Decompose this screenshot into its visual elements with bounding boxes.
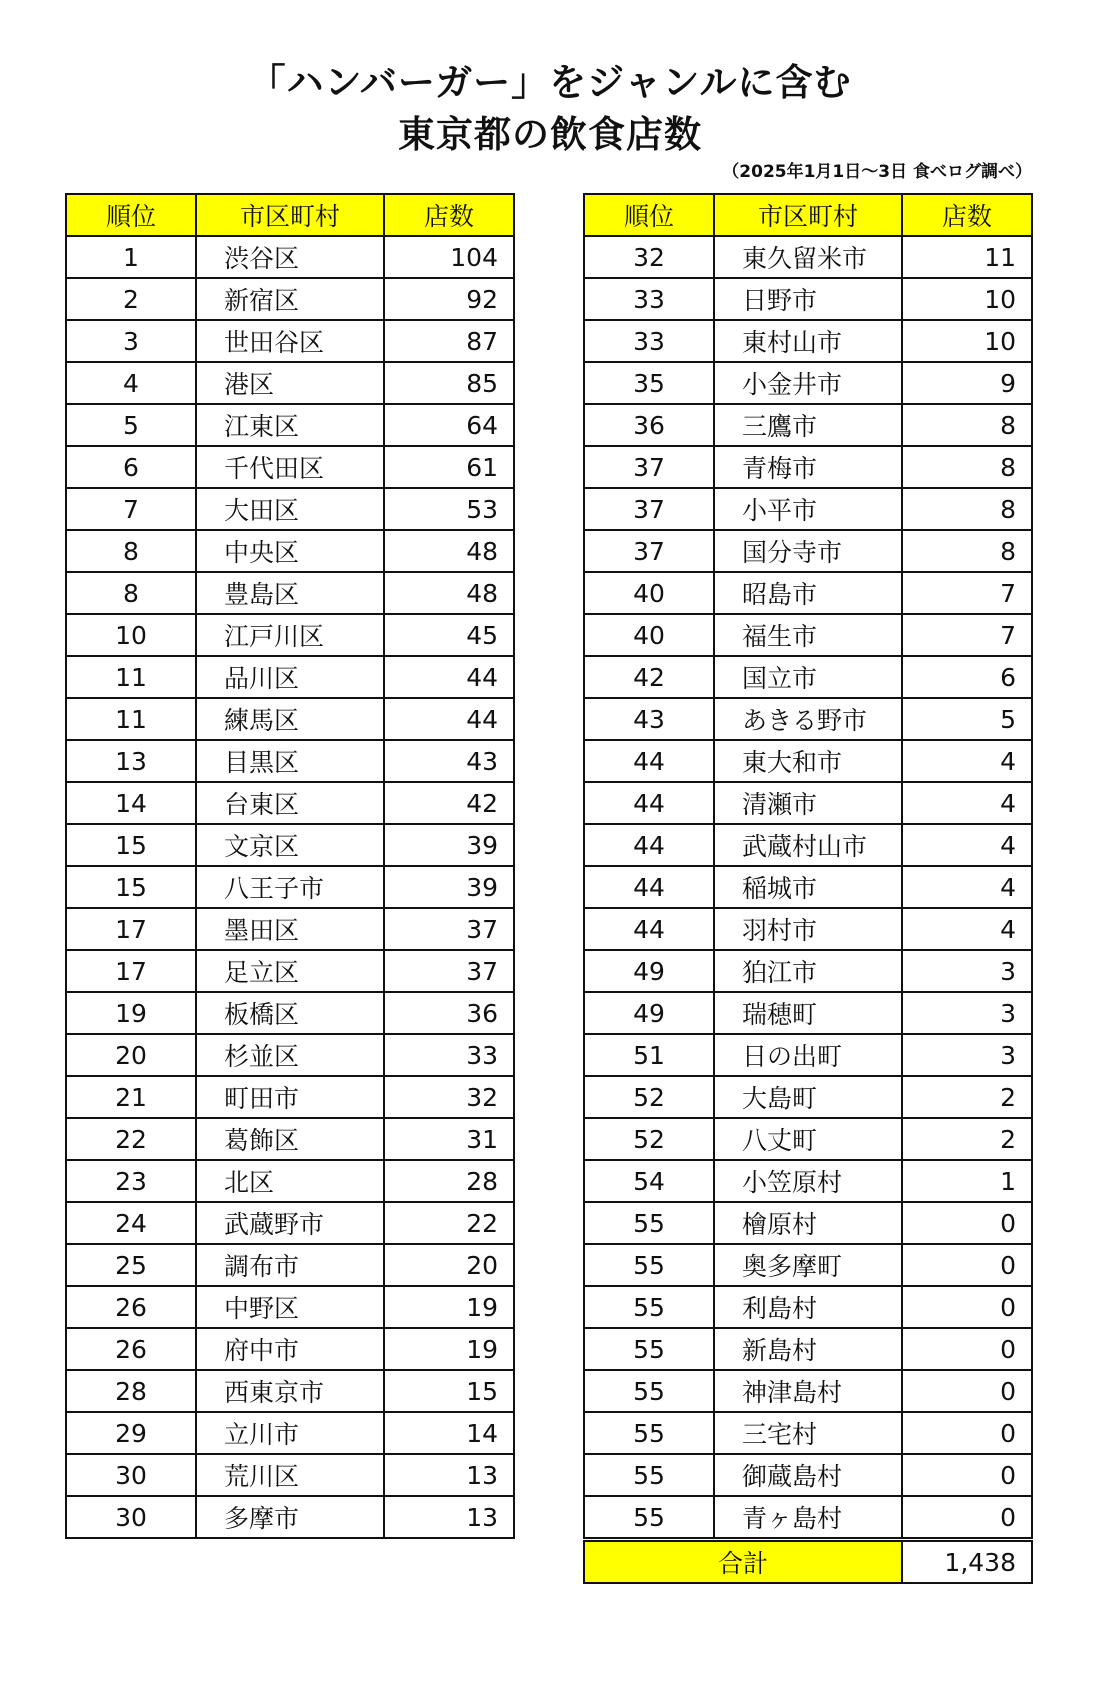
table-row [584,236,1032,278]
rank-cell: 8 [66,530,196,572]
table-row [584,1118,1032,1160]
municipality-cell: 墨田区 [196,908,384,950]
table-row [584,992,1032,1034]
rank-cell: 15 [66,866,196,908]
rank-cell: 25 [66,1244,196,1286]
count-cell: 61 [384,446,514,488]
table-row [66,740,514,782]
table-row [584,1202,1032,1244]
municipality-cell: 板橋区 [196,992,384,1034]
count-cell: 13 [384,1454,514,1496]
table-row [66,1496,514,1538]
municipality-cell: 千代田区 [196,446,384,488]
table-row [584,530,1032,572]
count-cell: 8 [902,446,1032,488]
table-row [584,1286,1032,1328]
rank-cell: 26 [66,1286,196,1328]
count-cell: 5 [902,698,1032,740]
count-cell: 92 [384,278,514,320]
rank-cell: 11 [66,656,196,698]
count-cell: 4 [902,908,1032,950]
count-cell: 32 [384,1076,514,1118]
count-cell: 0 [902,1412,1032,1454]
table-row [66,320,514,362]
rank-cell: 8 [66,572,196,614]
table-row [66,446,514,488]
table-row [584,698,1032,740]
table-row [66,950,514,992]
municipality-cell: 青梅市 [714,446,902,488]
rank-cell: 4 [66,362,196,404]
header-municipality: 市区町村 [196,194,384,236]
count-cell: 39 [384,866,514,908]
municipality-cell: 中野区 [196,1286,384,1328]
municipality-cell: 東村山市 [714,320,902,362]
municipality-cell: 御蔵島村 [714,1454,902,1496]
table-row [66,1244,514,1286]
count-cell: 28 [384,1160,514,1202]
table-row [66,824,514,866]
municipality-cell: 小平市 [714,488,902,530]
count-cell: 0 [902,1370,1032,1412]
table-row [584,824,1032,866]
municipality-cell: 町田市 [196,1076,384,1118]
table-row [66,1202,514,1244]
total-value: 1,438 [902,1540,1032,1584]
header-count: 店数 [384,194,514,236]
rank-cell: 44 [584,824,714,866]
table-row [66,488,514,530]
table-row [66,614,514,656]
table-row [584,1160,1032,1202]
rank-cell: 55 [584,1496,714,1540]
municipality-cell: 新宿区 [196,278,384,320]
municipality-cell: 国分寺市 [714,530,902,572]
table-row [66,1286,514,1328]
municipality-cell: 小笠原村 [714,1160,902,1202]
count-cell: 33 [384,1034,514,1076]
table-row [584,572,1032,614]
municipality-cell: 清瀬市 [714,782,902,824]
table-row [66,1328,514,1370]
municipality-cell: 三鷹市 [714,404,902,446]
municipality-cell: 東大和市 [714,740,902,782]
count-cell: 0 [902,1454,1032,1496]
rank-cell: 36 [584,404,714,446]
rank-cell: 33 [584,278,714,320]
rank-cell: 5 [66,404,196,446]
municipality-cell: 八王子市 [196,866,384,908]
municipality-cell: 稲城市 [714,866,902,908]
municipality-cell: 調布市 [196,1244,384,1286]
table-row [66,530,514,572]
municipality-cell: 狛江市 [714,950,902,992]
municipality-cell: 中央区 [196,530,384,572]
municipality-cell: 日野市 [714,278,902,320]
rank-cell: 29 [66,1412,196,1454]
table-row [584,656,1032,698]
table-row [584,446,1032,488]
count-cell: 85 [384,362,514,404]
table-row [584,278,1032,320]
page-title-line1: 「ハンバーガー」をジャンルに含む [248,61,852,104]
header-count: 店数 [902,194,1032,236]
rank-cell: 44 [584,782,714,824]
rank-cell: 10 [66,614,196,656]
municipality-cell: 品川区 [196,656,384,698]
rank-cell: 3 [66,320,196,362]
count-cell: 8 [902,404,1032,446]
count-cell: 44 [384,698,514,740]
rank-cell: 44 [584,908,714,950]
rank-cell: 24 [66,1202,196,1244]
municipality-cell: 練馬区 [196,698,384,740]
municipality-cell: 江東区 [196,404,384,446]
count-cell: 48 [384,572,514,614]
count-cell: 53 [384,488,514,530]
rank-cell: 44 [584,866,714,908]
table-row [66,656,514,698]
count-cell: 3 [902,950,1032,992]
rank-cell: 55 [584,1202,714,1244]
table-row [584,950,1032,992]
table-row [66,1454,514,1496]
rank-cell: 30 [66,1454,196,1496]
count-cell: 2 [902,1076,1032,1118]
table-row [584,782,1032,824]
rank-cell: 17 [66,908,196,950]
municipality-cell: 江戸川区 [196,614,384,656]
table-row [584,1496,1032,1540]
count-cell: 4 [902,740,1032,782]
municipality-cell: 日の出町 [714,1034,902,1076]
table-row [66,404,514,446]
table-row [584,488,1032,530]
table-row [66,908,514,950]
count-cell: 37 [384,950,514,992]
rank-cell: 32 [584,236,714,278]
page-title-line2: 東京都の飲食店数 [398,113,702,156]
rank-cell: 49 [584,950,714,992]
count-cell: 15 [384,1370,514,1412]
rank-cell: 28 [66,1370,196,1412]
table-row [66,992,514,1034]
rank-cell: 40 [584,572,714,614]
rank-cell: 1 [66,236,196,278]
total-row [584,1540,1032,1584]
rank-cell: 22 [66,1118,196,1160]
table-row [66,236,514,278]
count-cell: 10 [902,278,1032,320]
municipality-cell: 新島村 [714,1328,902,1370]
rank-cell: 37 [584,446,714,488]
municipality-cell: 奥多摩町 [714,1244,902,1286]
municipality-cell: 府中市 [196,1328,384,1370]
table-row [584,614,1032,656]
count-cell: 0 [902,1496,1032,1540]
rank-cell: 37 [584,530,714,572]
municipality-cell: 足立区 [196,950,384,992]
count-cell: 45 [384,614,514,656]
municipality-cell: 葛飾区 [196,1118,384,1160]
municipality-cell: 荒川区 [196,1454,384,1496]
rank-cell: 17 [66,950,196,992]
count-cell: 19 [384,1286,514,1328]
municipality-cell: 大島町 [714,1076,902,1118]
rank-cell: 14 [66,782,196,824]
table-row [66,698,514,740]
municipality-cell: 北区 [196,1160,384,1202]
rank-cell: 55 [584,1370,714,1412]
count-cell: 13 [384,1496,514,1538]
table-row [66,1118,514,1160]
municipality-cell: 杉並区 [196,1034,384,1076]
rank-cell: 52 [584,1118,714,1160]
municipality-cell: 羽村市 [714,908,902,950]
rank-cell: 33 [584,320,714,362]
count-cell: 8 [902,488,1032,530]
rank-cell: 26 [66,1328,196,1370]
table-row [584,740,1032,782]
rank-cell: 51 [584,1034,714,1076]
municipality-cell: 利島村 [714,1286,902,1328]
municipality-cell: 武蔵村山市 [714,824,902,866]
table-row [66,866,514,908]
count-cell: 10 [902,320,1032,362]
table-row [584,1370,1032,1412]
municipality-cell: 文京区 [196,824,384,866]
header-row [66,194,514,236]
rank-cell: 55 [584,1244,714,1286]
count-cell: 4 [902,866,1032,908]
municipality-cell: 青ヶ島村 [714,1496,902,1540]
table-row [584,1412,1032,1454]
count-cell: 37 [384,908,514,950]
rank-cell: 55 [584,1454,714,1496]
rank-cell: 55 [584,1412,714,1454]
table-row [584,1244,1032,1286]
rank-cell: 6 [66,446,196,488]
rank-cell: 13 [66,740,196,782]
municipality-cell: 三宅村 [714,1412,902,1454]
count-cell: 19 [384,1328,514,1370]
count-cell: 7 [902,614,1032,656]
rank-cell: 30 [66,1496,196,1538]
count-cell: 9 [902,362,1032,404]
count-cell: 20 [384,1244,514,1286]
header-municipality: 市区町村 [714,194,902,236]
rank-cell: 20 [66,1034,196,1076]
table-row [584,404,1032,446]
count-cell: 64 [384,404,514,446]
count-cell: 48 [384,530,514,572]
count-cell: 3 [902,1034,1032,1076]
rank-cell: 54 [584,1160,714,1202]
rank-cell: 40 [584,614,714,656]
count-cell: 36 [384,992,514,1034]
table-row [584,362,1032,404]
municipality-cell: 台東区 [196,782,384,824]
municipality-cell: 小金井市 [714,362,902,404]
count-cell: 22 [384,1202,514,1244]
count-cell: 31 [384,1118,514,1160]
header-rank: 順位 [584,194,714,236]
count-cell: 0 [902,1244,1032,1286]
count-cell: 42 [384,782,514,824]
ranking-table-left [65,193,515,1539]
header-row [584,194,1032,236]
table-row [66,278,514,320]
municipality-cell: 八丈町 [714,1118,902,1160]
table-row [584,1454,1032,1496]
rank-cell: 11 [66,698,196,740]
count-cell: 0 [902,1286,1032,1328]
table-row [584,1076,1032,1118]
table-row [66,572,514,614]
count-cell: 104 [384,236,514,278]
municipality-cell: 瑞穂町 [714,992,902,1034]
count-cell: 6 [902,656,1032,698]
municipality-cell: 豊島区 [196,572,384,614]
count-cell: 2 [902,1118,1032,1160]
rank-cell: 7 [66,488,196,530]
rank-cell: 35 [584,362,714,404]
rank-cell: 49 [584,992,714,1034]
count-cell: 0 [902,1328,1032,1370]
count-cell: 4 [902,824,1032,866]
table-row [66,1076,514,1118]
rank-cell: 23 [66,1160,196,1202]
table-row [66,1034,514,1076]
municipality-cell: 東久留米市 [714,236,902,278]
rank-cell: 19 [66,992,196,1034]
count-cell: 8 [902,530,1032,572]
count-cell: 3 [902,992,1032,1034]
table-row [584,320,1032,362]
municipality-cell: 檜原村 [714,1202,902,1244]
table-row [66,1412,514,1454]
count-cell: 39 [384,824,514,866]
municipality-cell: 世田谷区 [196,320,384,362]
municipality-cell: あきる野市 [714,698,902,740]
municipality-cell: 目黒区 [196,740,384,782]
table-row [66,782,514,824]
count-cell: 14 [384,1412,514,1454]
table-row [66,1370,514,1412]
rank-cell: 2 [66,278,196,320]
source-note: （2025年1月1日～3日 食べログ調べ） [722,162,1032,182]
table-row [584,1328,1032,1370]
count-cell: 1 [902,1160,1032,1202]
municipality-cell: 大田区 [196,488,384,530]
rank-cell: 37 [584,488,714,530]
municipality-cell: 武蔵野市 [196,1202,384,1244]
table-row [66,1160,514,1202]
table-row [584,1034,1032,1076]
municipality-cell: 多摩市 [196,1496,384,1538]
table-row [584,866,1032,908]
municipality-cell: 福生市 [714,614,902,656]
total-label: 合計 [584,1540,902,1584]
table-row [584,908,1032,950]
count-cell: 87 [384,320,514,362]
rank-cell: 44 [584,740,714,782]
table-row [66,362,514,404]
header-rank: 順位 [66,194,196,236]
municipality-cell: 港区 [196,362,384,404]
count-cell: 11 [902,236,1032,278]
rank-cell: 21 [66,1076,196,1118]
rank-cell: 55 [584,1286,714,1328]
rank-cell: 15 [66,824,196,866]
rank-cell: 43 [584,698,714,740]
rank-cell: 42 [584,656,714,698]
municipality-cell: 渋谷区 [196,236,384,278]
municipality-cell: 国立市 [714,656,902,698]
count-cell: 0 [902,1202,1032,1244]
municipality-cell: 神津島村 [714,1370,902,1412]
rank-cell: 55 [584,1328,714,1370]
count-cell: 4 [902,782,1032,824]
municipality-cell: 西東京市 [196,1370,384,1412]
municipality-cell: 立川市 [196,1412,384,1454]
count-cell: 43 [384,740,514,782]
count-cell: 7 [902,572,1032,614]
rank-cell: 52 [584,1076,714,1118]
count-cell: 44 [384,656,514,698]
municipality-cell: 昭島市 [714,572,902,614]
ranking-table-right [583,193,1033,1584]
